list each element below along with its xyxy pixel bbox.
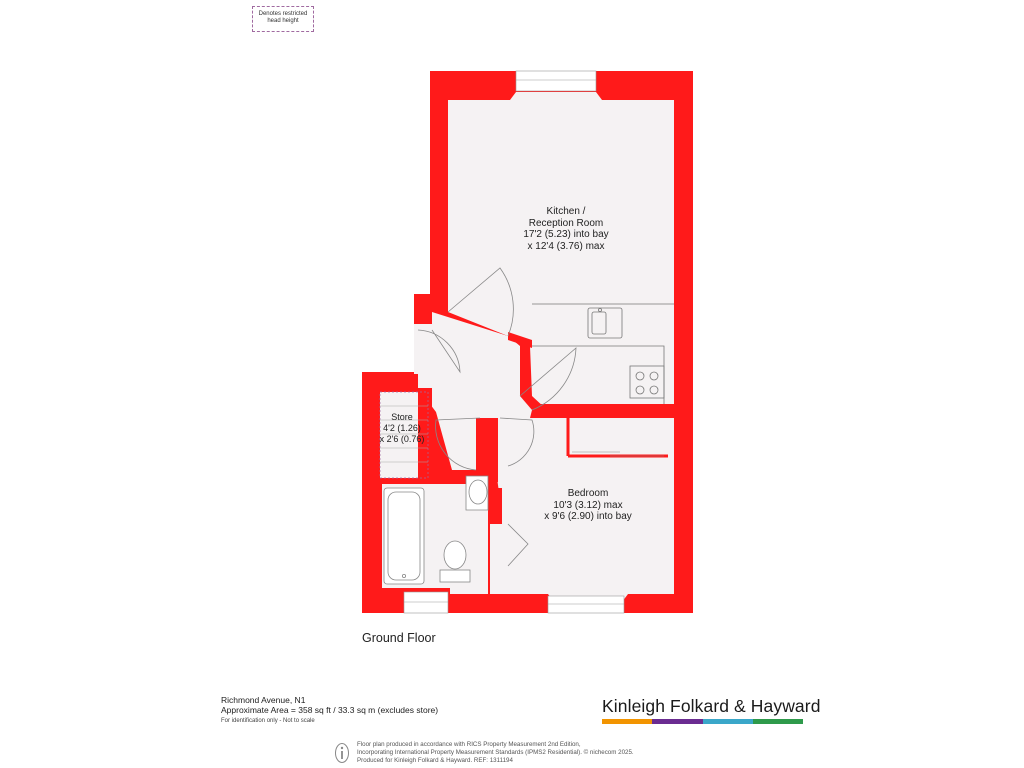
kitchen-label — [500, 206, 632, 252]
store-line-3: x 2'6 (0.76) — [379, 434, 425, 444]
disclaimer-line-2: Incorporating International Property Measurement Standards (IPMS2 Residential). © nichecom 2025. — [357, 749, 634, 756]
disclaimer-line-1: Floor plan produced in accordance with RICS Property Measurement 2nd Edition, — [357, 741, 581, 748]
store-label — [372, 412, 432, 445]
bath — [384, 488, 424, 584]
brand-bar-purple — [652, 719, 702, 724]
brand-bar-orange — [602, 719, 652, 724]
kitchen-line-4: x 12'4 (3.76) max — [527, 240, 605, 252]
floor-title: Ground Floor — [362, 631, 436, 645]
store-line-2: 4'2 (1.26) — [383, 423, 421, 433]
basin — [466, 476, 488, 510]
restricted-head-height-legend — [252, 6, 314, 32]
bedroom-line-3: x 9'6 (2.90) into bay — [544, 511, 632, 522]
brand-color-bar — [602, 719, 803, 724]
store-line-1: Store — [391, 412, 413, 422]
property-address: Richmond Avenue, N1 — [221, 695, 306, 705]
disclaimer — [357, 741, 697, 765]
legend-text-2: head height — [267, 18, 299, 24]
approximate-area: Approximate Area = 358 sq ft / 33.3 sq m (excludes store) — [221, 705, 439, 715]
identification-note: For identification only - Not to scale — [221, 718, 315, 724]
kitchen-line-3: 17'2 (5.23) into bay — [523, 229, 609, 240]
brand-bar-green — [753, 719, 803, 724]
legend-text-1: Denotes restricted — [258, 11, 308, 17]
kitchen-line-1: Kitchen / — [546, 206, 586, 217]
bedroom-line-2: 10'3 (3.12) max — [553, 499, 623, 511]
kitchen-line-2: Reception Room — [528, 217, 604, 229]
bedroom-label — [528, 488, 648, 523]
brand-bar-blue — [703, 719, 753, 724]
info-icon — [334, 742, 350, 764]
disclaimer-line-3: Produced for Kinleigh Folkard & Hayward. REF: 1311194 — [357, 757, 513, 764]
bedroom-line-1: Bedroom — [567, 488, 609, 499]
agency-brand: Kinleigh Folkard & Hayward — [602, 696, 821, 716]
